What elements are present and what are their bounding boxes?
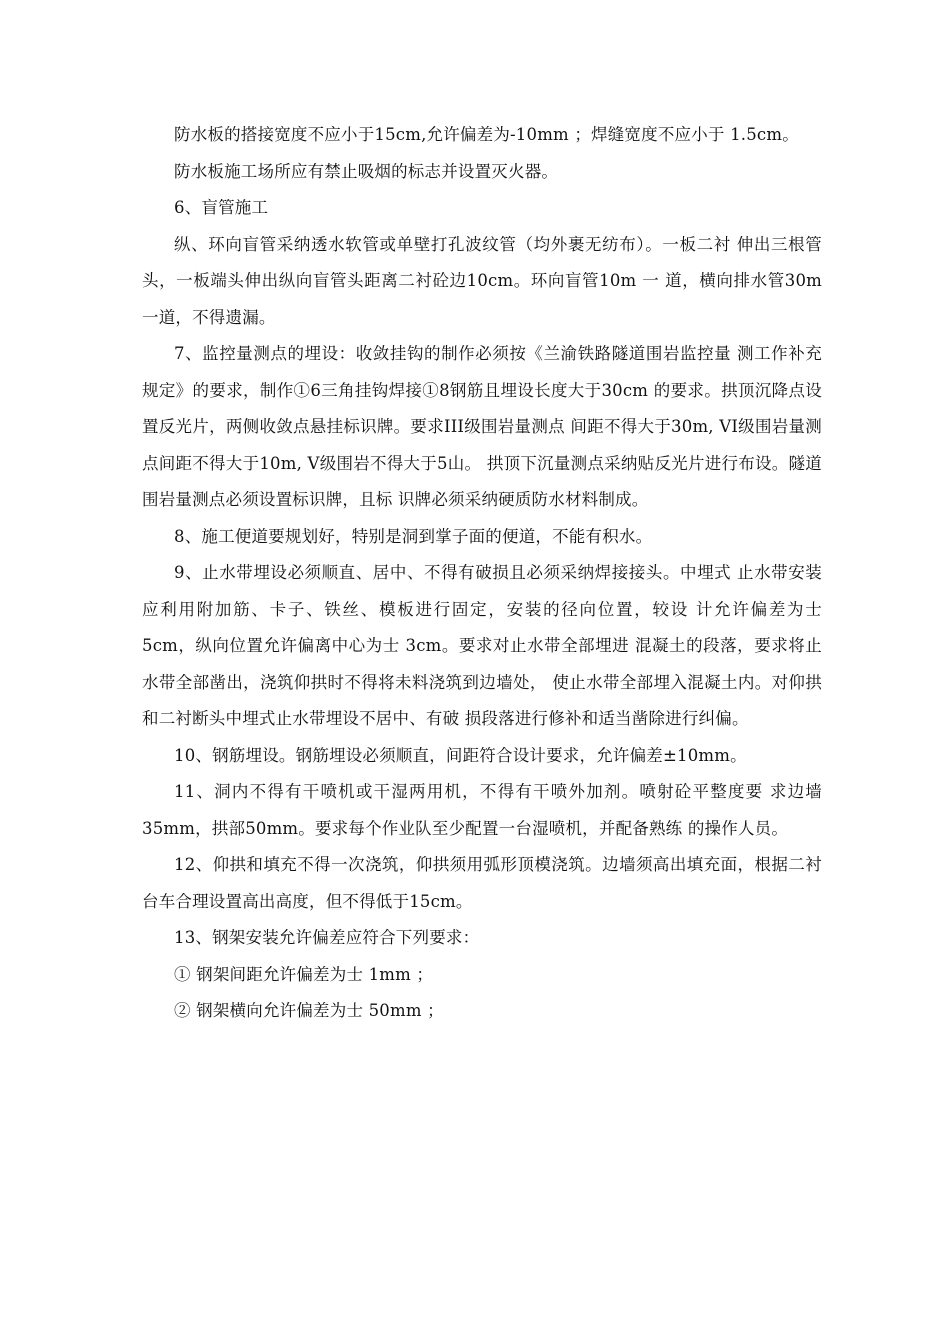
body-text	[142, 117, 822, 1030]
paragraph-steel-frame: 13、钢架安装允许偏差应符合下列要求：	[174, 928, 480, 947]
paragraph-rebar: 10、钢筋埋设。钢筋埋设必须顺直，间距符合设计要求，允许偏差±10mm。	[174, 745, 747, 765]
list-item-frame-spacing: ① 钢架间距允许偏差为士 1mm ；	[174, 964, 434, 984]
paragraph-waterstop: 9、止水带埋设必须顺直、居中、不得有破损且必须采纳焊接接头。中埋式 止水带安装应利用附加筋、卡子、铁丝、模板进行固定，安装的径向位置，较设 计允许偏差为士 5cm，纵向位置允许偏离中心为士 3cm。要求对止水带全部埋进 混凝土的段落，要求将止水带全部凿出，浇筑仰拱时不得将未料浇筑到边墙处， 使止水带全部埋入混凝土内。对仰拱和二衬断头中埋式止水带埋设不居中、有破 损段落进行修补和适当凿除进行纠偏。	[142, 563, 822, 728]
paragraph-blind-pipe: 纵、环向盲管采纳透水软管或单壁打孔波纹管（均外裹无纺布）。一板二衬 伸出三根管头，一板端头伸出纵向盲管头距离二衬砼边10cm。环向盲管10m 一 道，横向排水管30m 一道，不得遗漏。	[142, 234, 822, 327]
paragraph-waterproof-overlap: 防水板的搭接宽度不应小于15cm,允许偏差为-10mm ；焊缝宽度不应小于 1.5cm。	[174, 125, 799, 144]
paragraph-invert: 12、仰拱和填充不得一次浇筑，仰拱须用弧形顶模浇筑。边墙须高出填充面，根据二衬台车合理设置高出高度，但不得低于15cm。	[142, 855, 822, 911]
paragraph-shotcrete: 11、洞内不得有干喷机或干湿两用机，不得有干喷外加剂。喷射砼平整度要 求边墙35mm，拱部50mm。要求每个作业队至少配置一台湿喷机，并配备熟练 的操作人员。	[142, 782, 822, 838]
list-item-frame-lateral: ② 钢架横向允许偏差为士 50mm ；	[174, 1001, 444, 1020]
heading-blind-pipe: 6、盲管施工	[174, 198, 269, 217]
paragraph-monitoring-points: 7、监控量测点的埋设：收敛挂钩的制作必须按《兰渝铁路隧道围岩监控量 测工作补充规定》的要求，制作①6三角挂钩焊接①8钢筋且埋设长度大于30cm 的要求。拱顶沉降点设置反光片，两侧收敛点悬挂标识牌。要求III级围岩量测点 间距不得大于30m, VI级围岩量测点间距不得大于10m, V级围岩不得大于5山。 拱顶下沉量测点采纳贴反光片进行布设。隧道围岩量测点必须设置标识牌，且标 识牌必须采纳硬质防水材料制成。	[142, 344, 822, 509]
paragraph-access-road: 8、施工便道要规划好，特别是洞到掌子面的便道，不能有积水。	[174, 526, 653, 546]
paragraph-no-smoking: 防水板施工场所应有禁止吸烟的标志并设置灭火器。	[174, 161, 559, 181]
